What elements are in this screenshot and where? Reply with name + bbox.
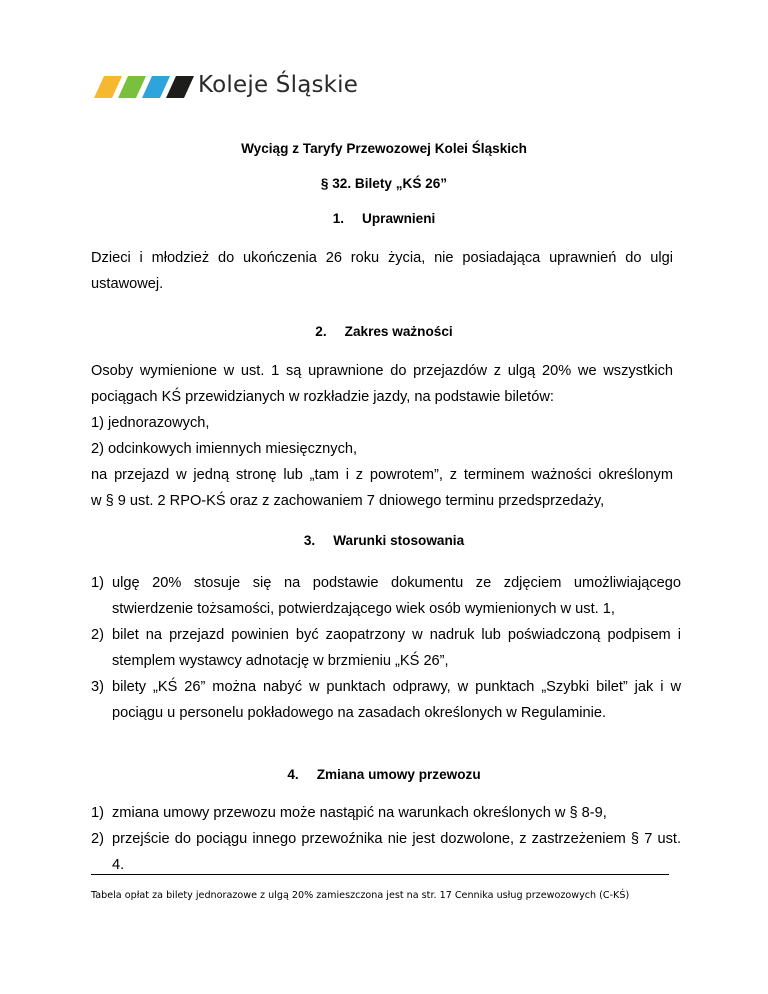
section-2-outro-line-1: na przejazd w jedną stronę lub „tam i z powrotem”, z terminem ważności określonym: [91, 467, 673, 483]
section-3-list: [91, 570, 681, 726]
logo-text: Koleje Śląskie: [198, 72, 359, 98]
logo-stripes-icon: [94, 72, 194, 102]
section-2-outro-line-2: w § 9 ust. 2 RPO-KŚ oraz z zachowaniem 7 dniowego terminu przedsprzedaży,: [91, 493, 605, 509]
list-item: 2) przejście do pociągu innego przewoźnika nie jest dozwolone, z zastrzeżeniem § 7 ust. 4.: [91, 831, 681, 873]
list-item: 2) bilet na przejazd powinien być zaopatrzony w nadruk lub poświadczoną podpisem i stemplem wystawcy adnotację w brzmieniu „KŚ 26”,: [91, 627, 681, 669]
section-1-heading: 1. Uprawnieni: [332, 211, 436, 226]
section-4-heading: 4. Zmiana umowy przewozu: [287, 767, 481, 782]
section-1-text: Dzieci i młodzież do ukończenia 26 roku życia, nie posiadająca uprawnień do ulgi ustawowej.: [91, 250, 673, 292]
document-title: Wyciąg z Taryfy Przewozowej Kolei Śląskich: [241, 141, 527, 156]
section-2-intro-line-2: pociągach KŚ przewidzianych w rozkładzie jazdy, na podstawie biletów:: [91, 389, 554, 405]
section-4-list: [91, 800, 681, 878]
section-2-heading: 2. Zakres ważności: [315, 324, 453, 339]
list-item: 2) odcinkowych imiennych miesięcznych,: [91, 441, 358, 457]
footnote: Tabela opłat za bilety jednorazowe z ulgą 20% zamieszczona jest na str. 17 Cennika usług przewozowych (C-KŚ): [91, 890, 630, 901]
section-2-intro-line-1: Osoby wymienione w ust. 1 są uprawnione do przejazdów z ulgą 20% we wszystkich: [91, 363, 673, 379]
list-item: 1) jednorazowych,: [91, 415, 210, 431]
paragraph-title: § 32. Bilety „KŚ 26”: [320, 176, 448, 191]
list-item: 3) bilety „KŚ 26” można nabyć w punktach odprawy, w punktach „Szybki bilet” jak i w pociągu u personelu pokładowego na zasadach określonych w Regulaminie.: [91, 679, 681, 721]
section-3-heading: 3. Warunki stosowania: [303, 533, 465, 548]
list-item: 1) zmiana umowy przewozu może nastąpić na warunkach określonych w § 8-9,: [91, 805, 607, 821]
footnote-divider: [91, 874, 669, 875]
list-item: 1) ulgę 20% stosuje się na podstawie dokumentu ze zdjęciem umożliwiającego stwierdzenie tożsamości, potwierdzającego wiek osób wymienionych w ust. 1,: [91, 575, 681, 617]
